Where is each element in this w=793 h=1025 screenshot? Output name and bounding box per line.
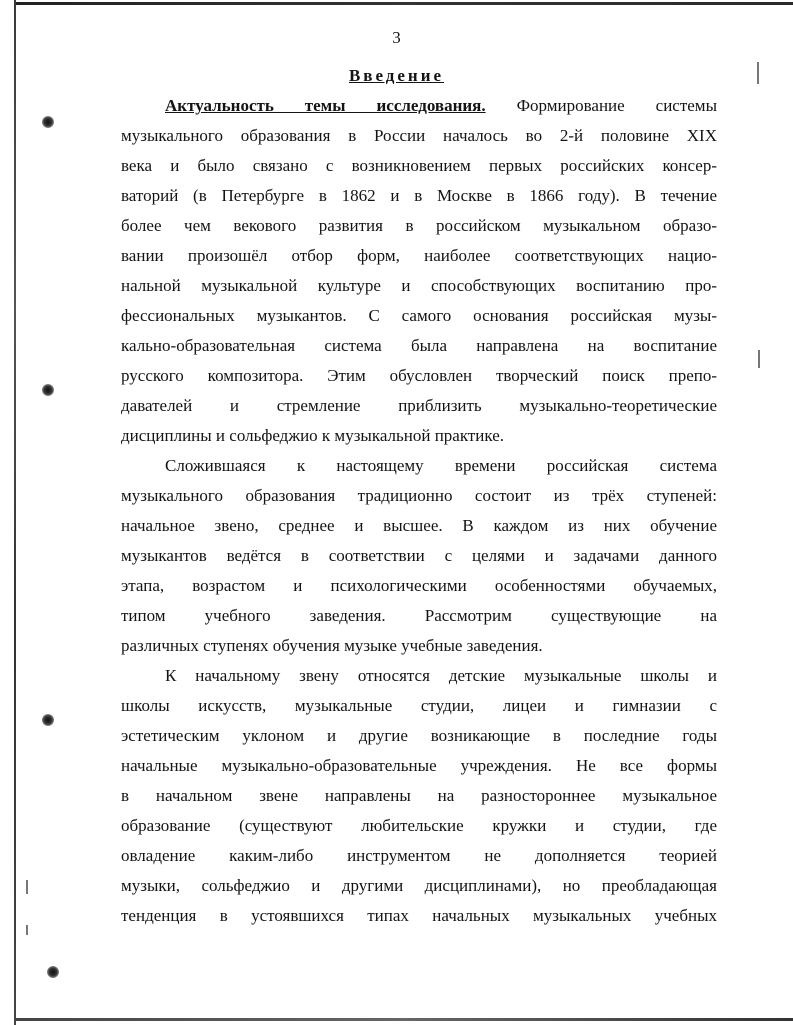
binding-hole — [42, 384, 54, 396]
text-line: музыкантов ведётся в соответствии с целями и задачами данного — [121, 546, 717, 565]
text-line: кально-образовательная система была направлена на воспитание — [121, 336, 717, 355]
section-heading: Введение — [348, 66, 445, 85]
scan-edge-left — [14, 0, 16, 1025]
binding-hole — [42, 714, 54, 726]
text-line: дисциплины и сольфеджио к музыкальной практике. — [121, 426, 505, 445]
margin-mark — [26, 925, 28, 935]
section-subheading: Актуальность темы исследования. — [165, 96, 486, 115]
text-line: фессиональных музыкантов. С самого основания российская музы- — [121, 306, 717, 325]
scan-edge-top — [14, 2, 793, 5]
text-line: музыкального образования традиционно состоит из трёх ступеней: — [121, 486, 717, 505]
text-line: давателей и стремление приблизить музыкально-теоретические — [121, 396, 717, 415]
text-line: образование (существуют любительские кружки и студии, где — [121, 816, 717, 835]
text-line: в начальном звене направлены на разностороннее музыкальное — [121, 786, 717, 805]
text-line: ваторий (в Петербурге в 1862 и в Москве в 1866 году). В течение — [121, 186, 717, 205]
text-line: начальные музыкально-образовательные учреждения. Не все формы — [121, 756, 717, 775]
text-line: Актуальность темы исследования. Формирование системы — [165, 96, 717, 115]
margin-mark — [26, 880, 28, 894]
text-line: К начальному звену относятся детские музыкальные школы и — [165, 666, 717, 685]
text-line: Сложившаяся к настоящему времени российская система — [165, 456, 717, 475]
text-line: музыки, сольфеджио и другими дисциплинами), но преобладающая — [121, 876, 717, 895]
text-line: начальное звено, среднее и высшее. В каждом из них обучение — [121, 516, 717, 535]
text-line: века и было связано с возникновением первых российских консер- — [121, 156, 717, 175]
text-line: нальной музыкальной культуре и способствующих воспитанию про- — [121, 276, 717, 295]
text-line: типом учебного заведения. Рассмотрим существующие на — [121, 606, 717, 625]
page-number: 3 — [392, 28, 401, 47]
text-line: овладение каким-либо инструментом не дополняется теорией — [121, 846, 717, 865]
scan-edge-bottom — [14, 1018, 793, 1021]
text-line: школы искусств, музыкальные студии, лицеи и гимназии с — [121, 696, 717, 715]
text-line: более чем векового развития в российском музыкальном образо- — [121, 216, 717, 235]
text-line: музыкального образования в России началось во 2-й половине XIX — [121, 126, 717, 145]
text-line: эстетическим уклоном и другие возникающие в последние годы — [121, 726, 717, 745]
text-line: различных ступенях обучения музыке учебные заведения. — [121, 636, 543, 655]
binding-hole — [42, 116, 54, 128]
text-line: русского композитора. Этим обусловлен творческий поиск препо- — [121, 366, 717, 385]
margin-mark — [758, 350, 760, 368]
text-line: тенденция в устоявшихся типах начальных музыкальных учебных — [121, 906, 717, 925]
text-line: вании произошёл отбор форм, наиболее соответствующих нацио- — [121, 246, 717, 265]
text-line: этапа, возрастом и психологическими особенностями обучаемых, — [121, 576, 717, 595]
binding-hole — [47, 966, 59, 978]
